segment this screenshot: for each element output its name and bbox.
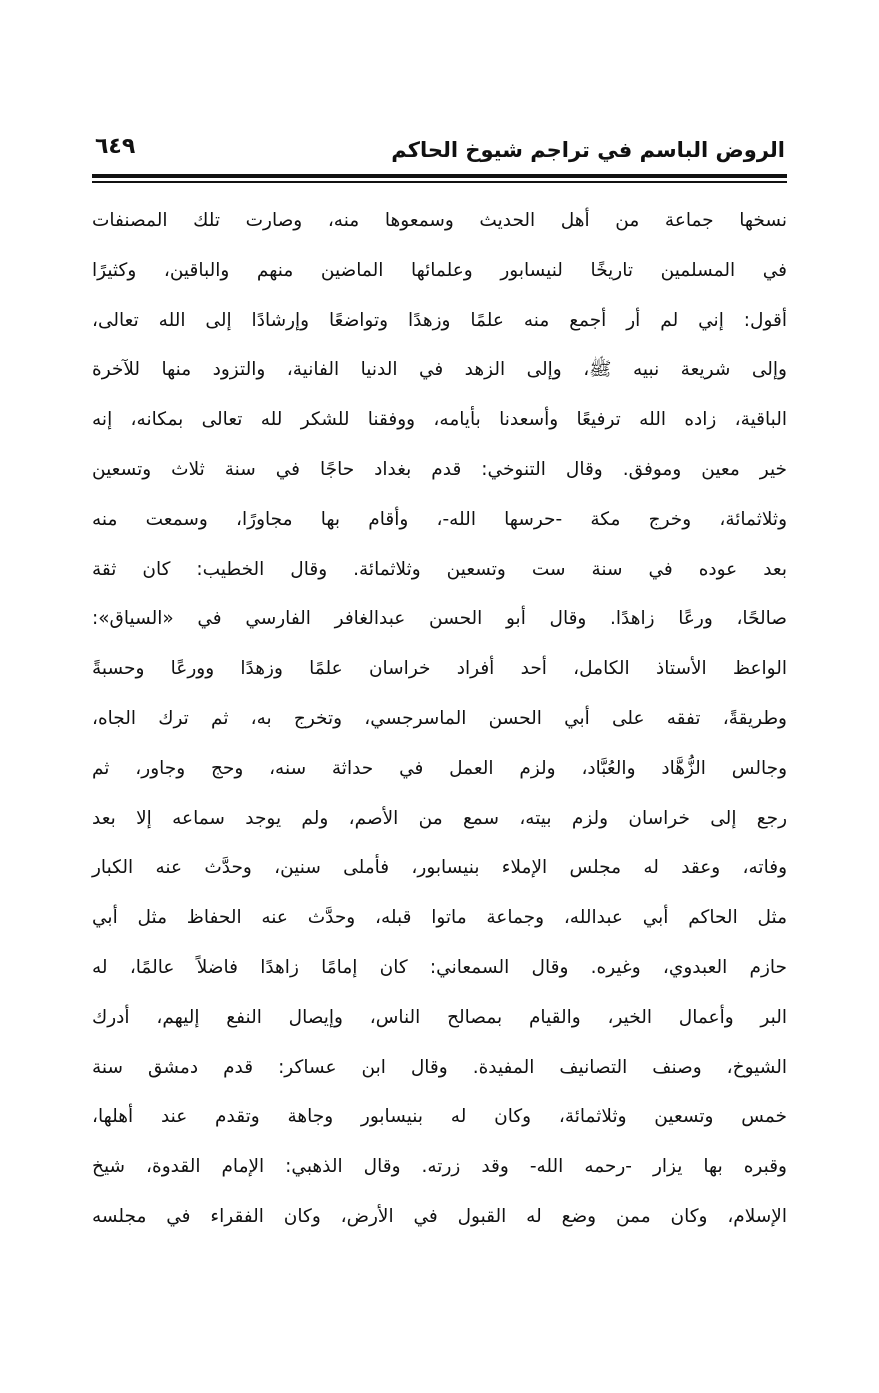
text-line: أقول: إني لم أر أجمع منه علمًا وزهدًا وتواضعًا وإرشادًا إلى الله تعالى، [92, 309, 787, 331]
text-line: الواعظ الأستاذ الكامل، أحد أفراد خراسان علمًا وزهدًا وورعًا وحسبةً [92, 658, 787, 680]
header-rule-thick [92, 174, 787, 178]
text-line: وقبره بها يزار -رحمه الله- وقد زرته. وقال الذهبي: الإمام القدوة، شيخ [92, 1156, 787, 1178]
text-line: خير معين وموفق. وقال التنوخي: قدم بغداد حاجًا في سنة ثلاث وتسعين [92, 458, 787, 480]
text-line: البر وأعمال الخير، والقيام بمصالح الناس، وإيصال النفع إليهم، أدرك [92, 1006, 787, 1028]
text-line: وطريقةً، تفقه على أبي الحسن الماسرجسي، وتخرج به، ثم ترك الجاه، [92, 707, 787, 729]
text-line: في المسلمين تاريخًا لنيسابور وعلمائها الماضين منهم والباقين، وكثيرًا [92, 259, 787, 281]
text-line: الباقية، زاده الله ترفيعًا وأسعدنا بأيامه، ووفقنا للشكر لله تعالى بمكانه، إنه [92, 409, 787, 431]
text-line: وإلى شريعة نبيه ﷺ، وإلى الزهد في الدنيا الفانية، والتزود منها للآخرة [92, 359, 787, 381]
text-line: مثل الحاكم أبي عبدالله، وجماعة ماتوا قبله، وحدَّث عنه الحفاظ مثل أبي [92, 907, 787, 929]
text-line: خمس وتسعين وثلاثمائة، وكان له بنيسابور وجاهة وتقدم عند أهلها، [92, 1106, 787, 1128]
running-header-title: الروض الباسم في تراجم شيوخ الحاكم [391, 138, 785, 162]
text-line: الإسلام، وكان ممن وضع له القبول في الأرض، وكان الفقراء في مجلسه [92, 1205, 787, 1227]
text-line: الشيوخ، وصنف التصانيف المفيدة. وقال ابن عساكر: قدم دمشق سنة [92, 1056, 787, 1078]
page-number: ٦٤٩ [95, 134, 136, 159]
text-line: حازم العبدوي، وغيره. وقال السمعاني: كان إمامًا زاهدًا فاضلاً عالمًا، له [92, 956, 787, 978]
text-line: نسخها جماعة من أهل الحديث وسمعوها منه، وصارت تلك المصنفات [92, 210, 787, 231]
header-rule-thin [92, 181, 787, 183]
text-line: رجع إلى خراسان ولزم بيته، سمع من الأصم، ولم يوجد سماعه إلا بعد [92, 807, 787, 829]
text-line: وفاته، وعقد له مجلس الإملاء بنيسابور، فأملى سنين، وحدَّث عنه الكبار [92, 857, 787, 879]
body-text [92, 196, 787, 1242]
text-line: وجالس الزُّهَّاد والعُبَّاد، ولزم العمل في حداثة سنه، وحج وجاور، ثم [92, 757, 787, 779]
text-line: صالحًا، ورعًا زاهدًا. وقال أبو الحسن عبدالغافر الفارسي في «السياق»: [92, 608, 787, 630]
text-line: بعد عوده في سنة ست وتسعين وثلاثمائة. وقال الخطيب: كان ثقة [92, 558, 787, 580]
text-line: وثلاثمائة، وخرج مكة -حرسها الله-، وأقام بها مجاورًا، وسمعت منه [92, 508, 787, 530]
